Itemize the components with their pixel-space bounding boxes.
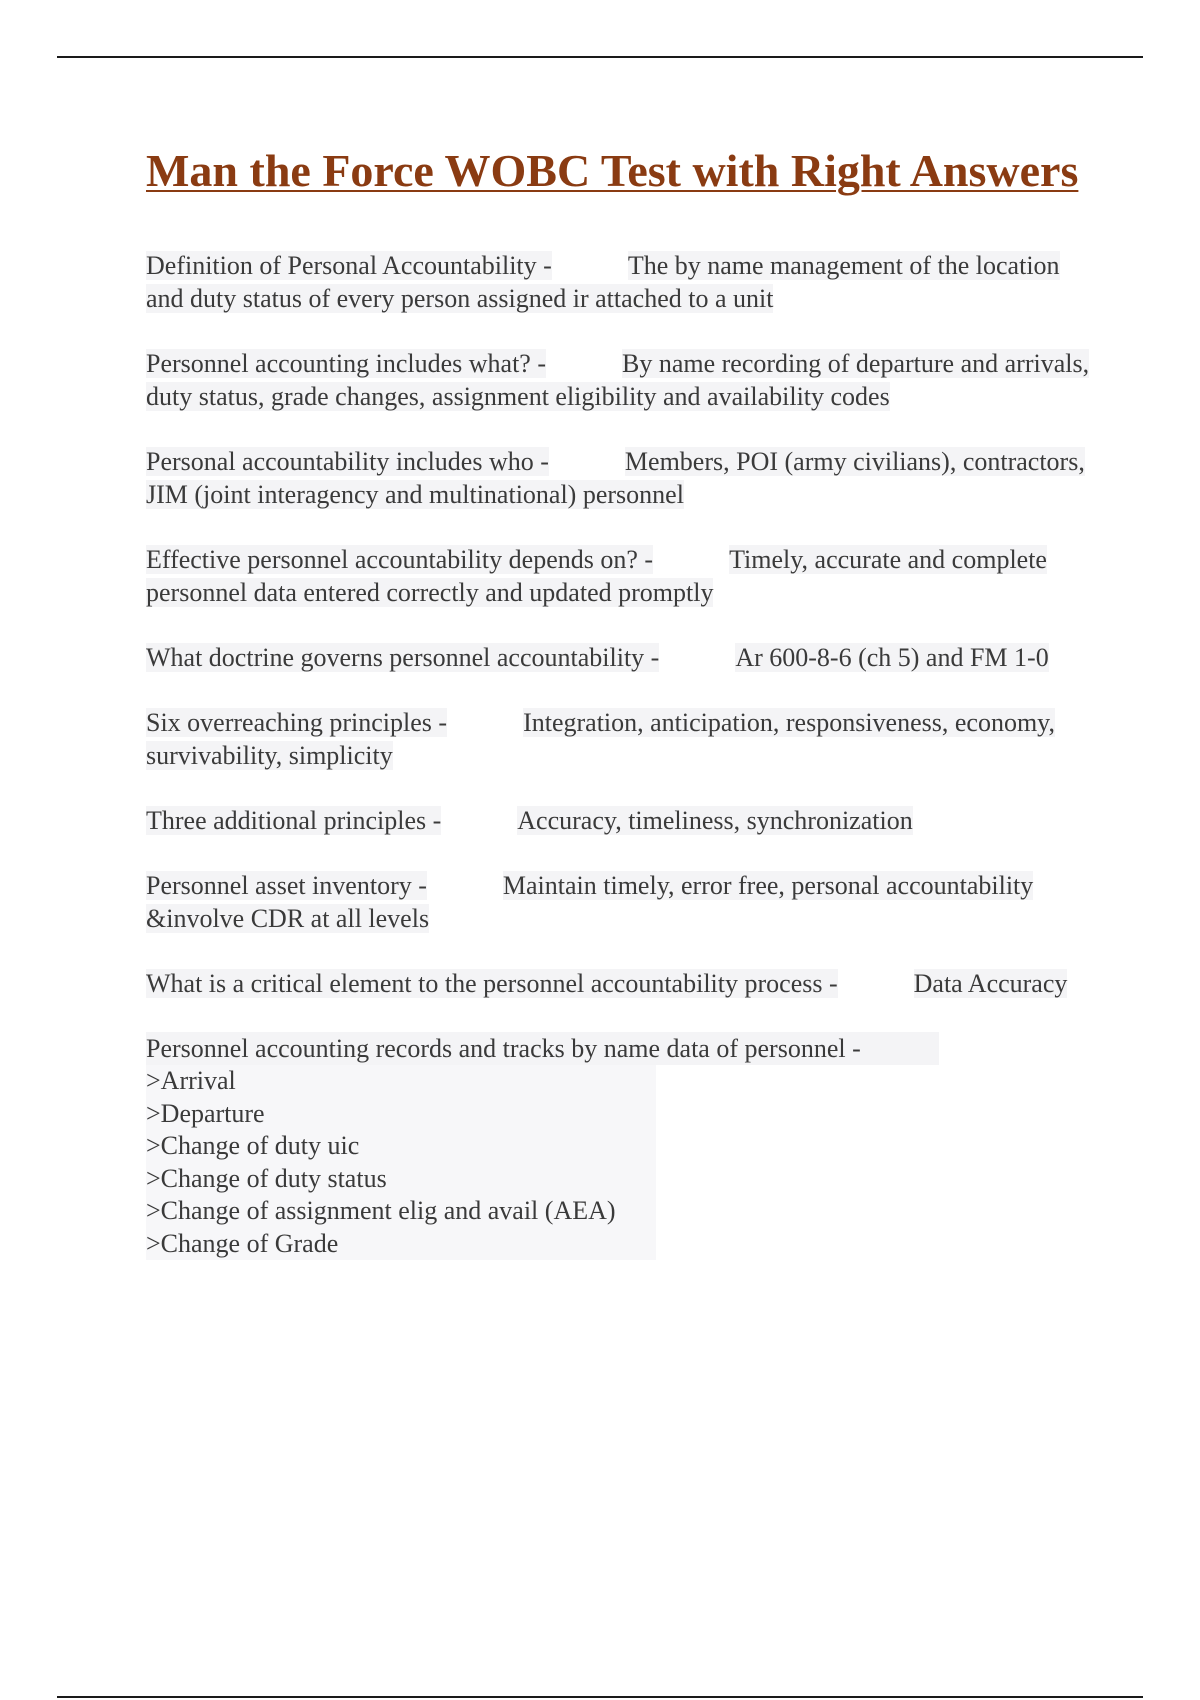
list-item: >Departure bbox=[146, 1098, 656, 1131]
list-item: >Arrival bbox=[146, 1065, 656, 1098]
bottom-rule bbox=[57, 1696, 1143, 1698]
question: Personnel asset inventory - bbox=[146, 871, 427, 900]
qa-item bbox=[146, 967, 1091, 1000]
list-item: >Change of duty status bbox=[146, 1163, 656, 1196]
question: Personnel accounting records and tracks by name data of personnel - bbox=[146, 1032, 939, 1065]
qa-item bbox=[146, 706, 1091, 772]
answer: Ar 600-8-6 (ch 5) and FM 1-0 bbox=[735, 643, 1049, 672]
question: Effective personnel accountability depends on? - bbox=[146, 545, 654, 574]
question: What is a critical element to the personnel accountability process - bbox=[146, 969, 838, 998]
qa-item bbox=[146, 445, 1091, 511]
answer: Integration, anticipation, responsiveness, economy, survivability, simplicity bbox=[146, 708, 1055, 770]
answer: Data Accuracy bbox=[913, 969, 1068, 998]
document-body bbox=[146, 142, 1090, 1292]
question: Three additional principles - bbox=[146, 806, 442, 835]
answer: Accuracy, timeliness, synchronization bbox=[517, 806, 913, 835]
list-item: >Change of Grade bbox=[146, 1228, 656, 1261]
qa-item bbox=[146, 543, 1091, 609]
document-title: Man the Force WOBC Test with Right Answers bbox=[146, 145, 1079, 196]
top-rule bbox=[57, 56, 1143, 58]
qa-item bbox=[146, 641, 1091, 674]
answer-list bbox=[146, 1065, 1091, 1260]
answer: The by name management of the location and duty status of every person assigned ir attached to a unit bbox=[146, 251, 1060, 313]
answer: By name recording of departure and arrivals, duty status, grade changes, assignment eligibility and availability codes bbox=[146, 349, 1090, 411]
question: Personnel accounting includes what? - bbox=[146, 349, 546, 378]
qa-item bbox=[146, 249, 1091, 315]
list-item: >Change of duty uic bbox=[146, 1130, 656, 1163]
qa-item bbox=[146, 347, 1091, 413]
answer: Members, POI (army civilians), contractors, JIM (joint interagency and multinational) personnel bbox=[146, 447, 1085, 509]
question: What doctrine governs personnel accountability - bbox=[146, 643, 660, 672]
question: Six overreaching principles - bbox=[146, 708, 448, 737]
qa-item-list bbox=[146, 1032, 1091, 1260]
answer: Maintain timely, error free, personal accountability &involve CDR at all levels bbox=[146, 871, 1034, 933]
question: Personal accountability includes who - bbox=[146, 447, 549, 476]
qa-item bbox=[146, 869, 1091, 935]
question: Definition of Personal Accountability - bbox=[146, 251, 552, 280]
list-item: >Change of assignment elig and avail (AEA) bbox=[146, 1195, 656, 1228]
answer: Timely, accurate and complete personnel data entered correctly and updated promptly bbox=[146, 545, 1047, 607]
qa-item bbox=[146, 804, 1091, 837]
